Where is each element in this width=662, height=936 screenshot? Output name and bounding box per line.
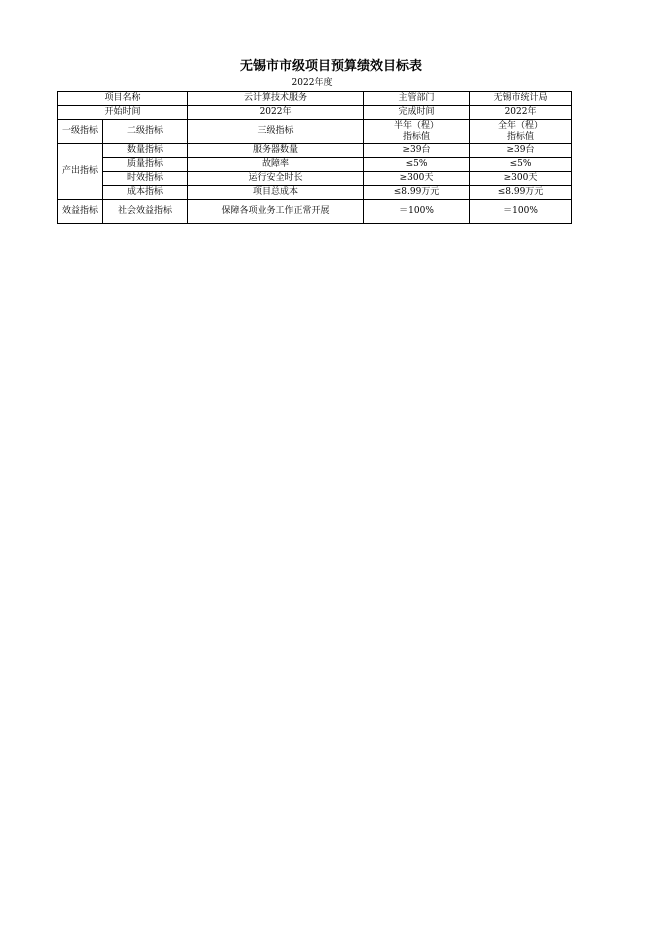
header-level3: 三级指标 [188, 120, 364, 144]
start-time-label: 开始时间 [58, 106, 188, 120]
project-name-value: 云计算技术服务 [188, 92, 364, 106]
budget-performance-table [57, 91, 572, 224]
table-row-time [58, 106, 572, 120]
project-name-label: 项目名称 [58, 92, 188, 106]
header-half-year-line2: 指标值 [403, 131, 431, 142]
table-row-project [58, 92, 572, 106]
table-row [58, 186, 572, 200]
full-value-cell: ≤8.99万元 [470, 186, 572, 200]
full-value-cell: ≥39台 [470, 144, 572, 158]
header-half-year [364, 120, 470, 144]
table-row [58, 200, 572, 224]
level2-cell: 社会效益指标 [103, 200, 188, 224]
department-label: 主管部门 [364, 92, 470, 106]
page-subtitle: 2022年度 [291, 78, 333, 88]
level2-cell: 数量指标 [103, 144, 188, 158]
full-value-cell: ≥300天 [470, 172, 572, 186]
level1-output: 产出指标 [58, 144, 103, 200]
full-value-cell: ＝100% [470, 200, 572, 224]
level3-cell: 服务器数量 [188, 144, 364, 158]
table-row [58, 144, 572, 158]
level1-benefit: 效益指标 [58, 200, 103, 224]
end-time-label: 完成时间 [364, 106, 470, 120]
header-full-year [470, 120, 572, 144]
header-full-year-line1: 全年（程） [498, 120, 544, 131]
level2-cell: 成本指标 [103, 186, 188, 200]
level3-cell: 运行安全时长 [188, 172, 364, 186]
full-value-cell: ≤5% [470, 158, 572, 172]
start-time-value: 2022年 [188, 106, 364, 120]
half-value-cell: ＝100% [364, 200, 470, 224]
level3-cell: 故障率 [188, 158, 364, 172]
half-value-cell: ≤5% [364, 158, 470, 172]
level3-cell: 项目总成本 [188, 186, 364, 200]
half-value-cell: ≤8.99万元 [364, 186, 470, 200]
level2-cell: 质量指标 [103, 158, 188, 172]
half-value-cell: ≥300天 [364, 172, 470, 186]
level3-cell: 保障各项业务工作正常开展 [188, 200, 364, 224]
page-title: 无锡市市级项目预算绩效目标表 [239, 59, 422, 74]
department-value: 无锡市统计局 [470, 92, 572, 106]
table-row [58, 158, 572, 172]
level2-cell: 时效指标 [103, 172, 188, 186]
header-full-year-line2: 指标值 [507, 131, 535, 142]
header-half-year-line1: 半年（程） [394, 120, 440, 131]
header-level2: 二级指标 [103, 120, 188, 144]
table-row [58, 172, 572, 186]
table-header-row [58, 120, 572, 144]
half-value-cell: ≥39台 [364, 144, 470, 158]
header-level1: 一级指标 [58, 120, 103, 144]
end-time-value: 2022年 [470, 106, 572, 120]
